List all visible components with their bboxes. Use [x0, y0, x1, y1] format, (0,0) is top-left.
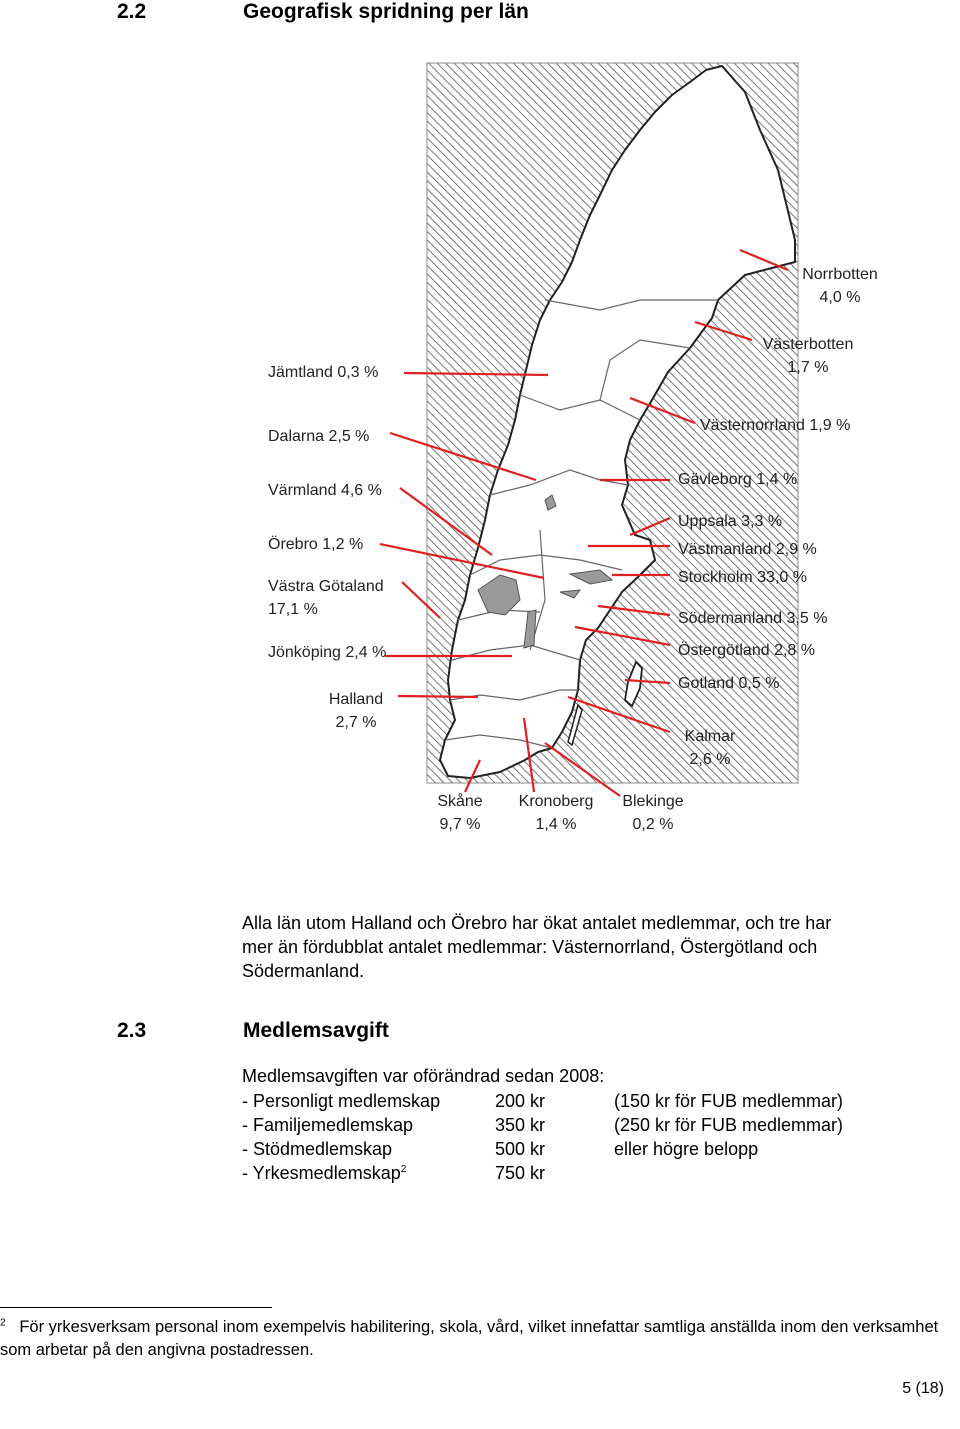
label-gavleborg: Gävleborg 1,4 % [678, 471, 798, 488]
label-gotland: Gotland 0,5 % [678, 675, 780, 692]
fee-note: (150 kr för FUB medlemmar) [614, 1091, 844, 1111]
fee-amount: 350 kr [495, 1115, 546, 1135]
fees-intro: Medlemsavgiften var oförändrad sedan 2008: [242, 1066, 605, 1086]
label-jamtland: Jämtland 0,3 % [268, 364, 379, 381]
footnote-text: För yrkesverksam personal inom exempelvis habilitering, skola, vård, vilket innefattar samtliga anställda inom den verksamhet som arbetar på den angivna postadressen. [0, 1318, 939, 1359]
label-vasterbotten: Västerbotten 1,7 % [762, 336, 854, 376]
label-varmland: Värmland 4,6 % [268, 482, 382, 499]
fee-amount: 750 kr [495, 1163, 546, 1183]
fee-note: eller högre belopp [614, 1139, 759, 1159]
label-skane: Skåne 9,7 % [437, 793, 483, 833]
fee-name: - Personligt medlemskap [242, 1091, 441, 1111]
summary-paragraph [242, 911, 932, 983]
section-title: Geografisk spridning per län [243, 0, 529, 23]
leader-line [398, 696, 478, 697]
summary-line: Alla län utom Halland och Örebro har ökat antalet medlemmar, och tre har [242, 913, 832, 933]
label-kronoberg: Kronoberg 1,4 % [518, 793, 594, 833]
fee-name: - Familjemedlemskap [242, 1115, 414, 1135]
label-uppsala: Uppsala 3,3 % [678, 513, 783, 530]
fee-name: - Stödmedlemskap [242, 1139, 393, 1159]
section-title: Medlemsavgift [243, 1019, 389, 1042]
label-blekinge: Blekinge 0,2 % [622, 793, 684, 833]
section-number: 2.3 [117, 1019, 147, 1042]
label-stockholm: Stockholm 33,0 % [678, 569, 807, 586]
label-jonkoping: Jönköping 2,4 % [268, 644, 387, 661]
footnote-ref: 2 [400, 1164, 407, 1175]
fee-note: (250 kr för FUB medlemmar) [614, 1115, 844, 1135]
section-number: 2.2 [117, 0, 147, 23]
label-vastmanland: Västmanland 2,9 % [678, 541, 817, 558]
page-number: 5 (18) [902, 1380, 944, 1397]
label-kalmar: Kalmar 2,6 % [684, 728, 736, 768]
summary-line: Södermanland. [242, 961, 365, 981]
footnote [0, 1316, 950, 1362]
label-ostergotland: Östergötland 2,8 % [678, 642, 815, 659]
summary-line: mer än fördubblat antalet medlemmar: Västernorrland, Östergötland och [242, 937, 818, 957]
footnote-marker: 2 [0, 1317, 6, 1329]
label-halland: Halland 2,7 % [328, 691, 384, 731]
fee-name: - Yrkesmedlemskap$^2$ [242, 1163, 407, 1183]
fee-amount: 200 kr [495, 1091, 546, 1111]
label-sodermanland: Södermanland 3,5 % [678, 610, 828, 627]
footnote-rule [0, 1307, 272, 1308]
label-norrbotten: Norrbotten 4,0 % [802, 266, 878, 306]
label-orebro: Örebro 1,2 % [268, 536, 364, 553]
fee-amount: 500 kr [495, 1139, 546, 1159]
label-vastra-gotaland: Västra Götaland 17,1 % [268, 578, 384, 618]
label-vasternorrland: Västernorrland 1,9 % [700, 417, 851, 434]
label-dalarna: Dalarna 2,5 % [268, 428, 370, 445]
